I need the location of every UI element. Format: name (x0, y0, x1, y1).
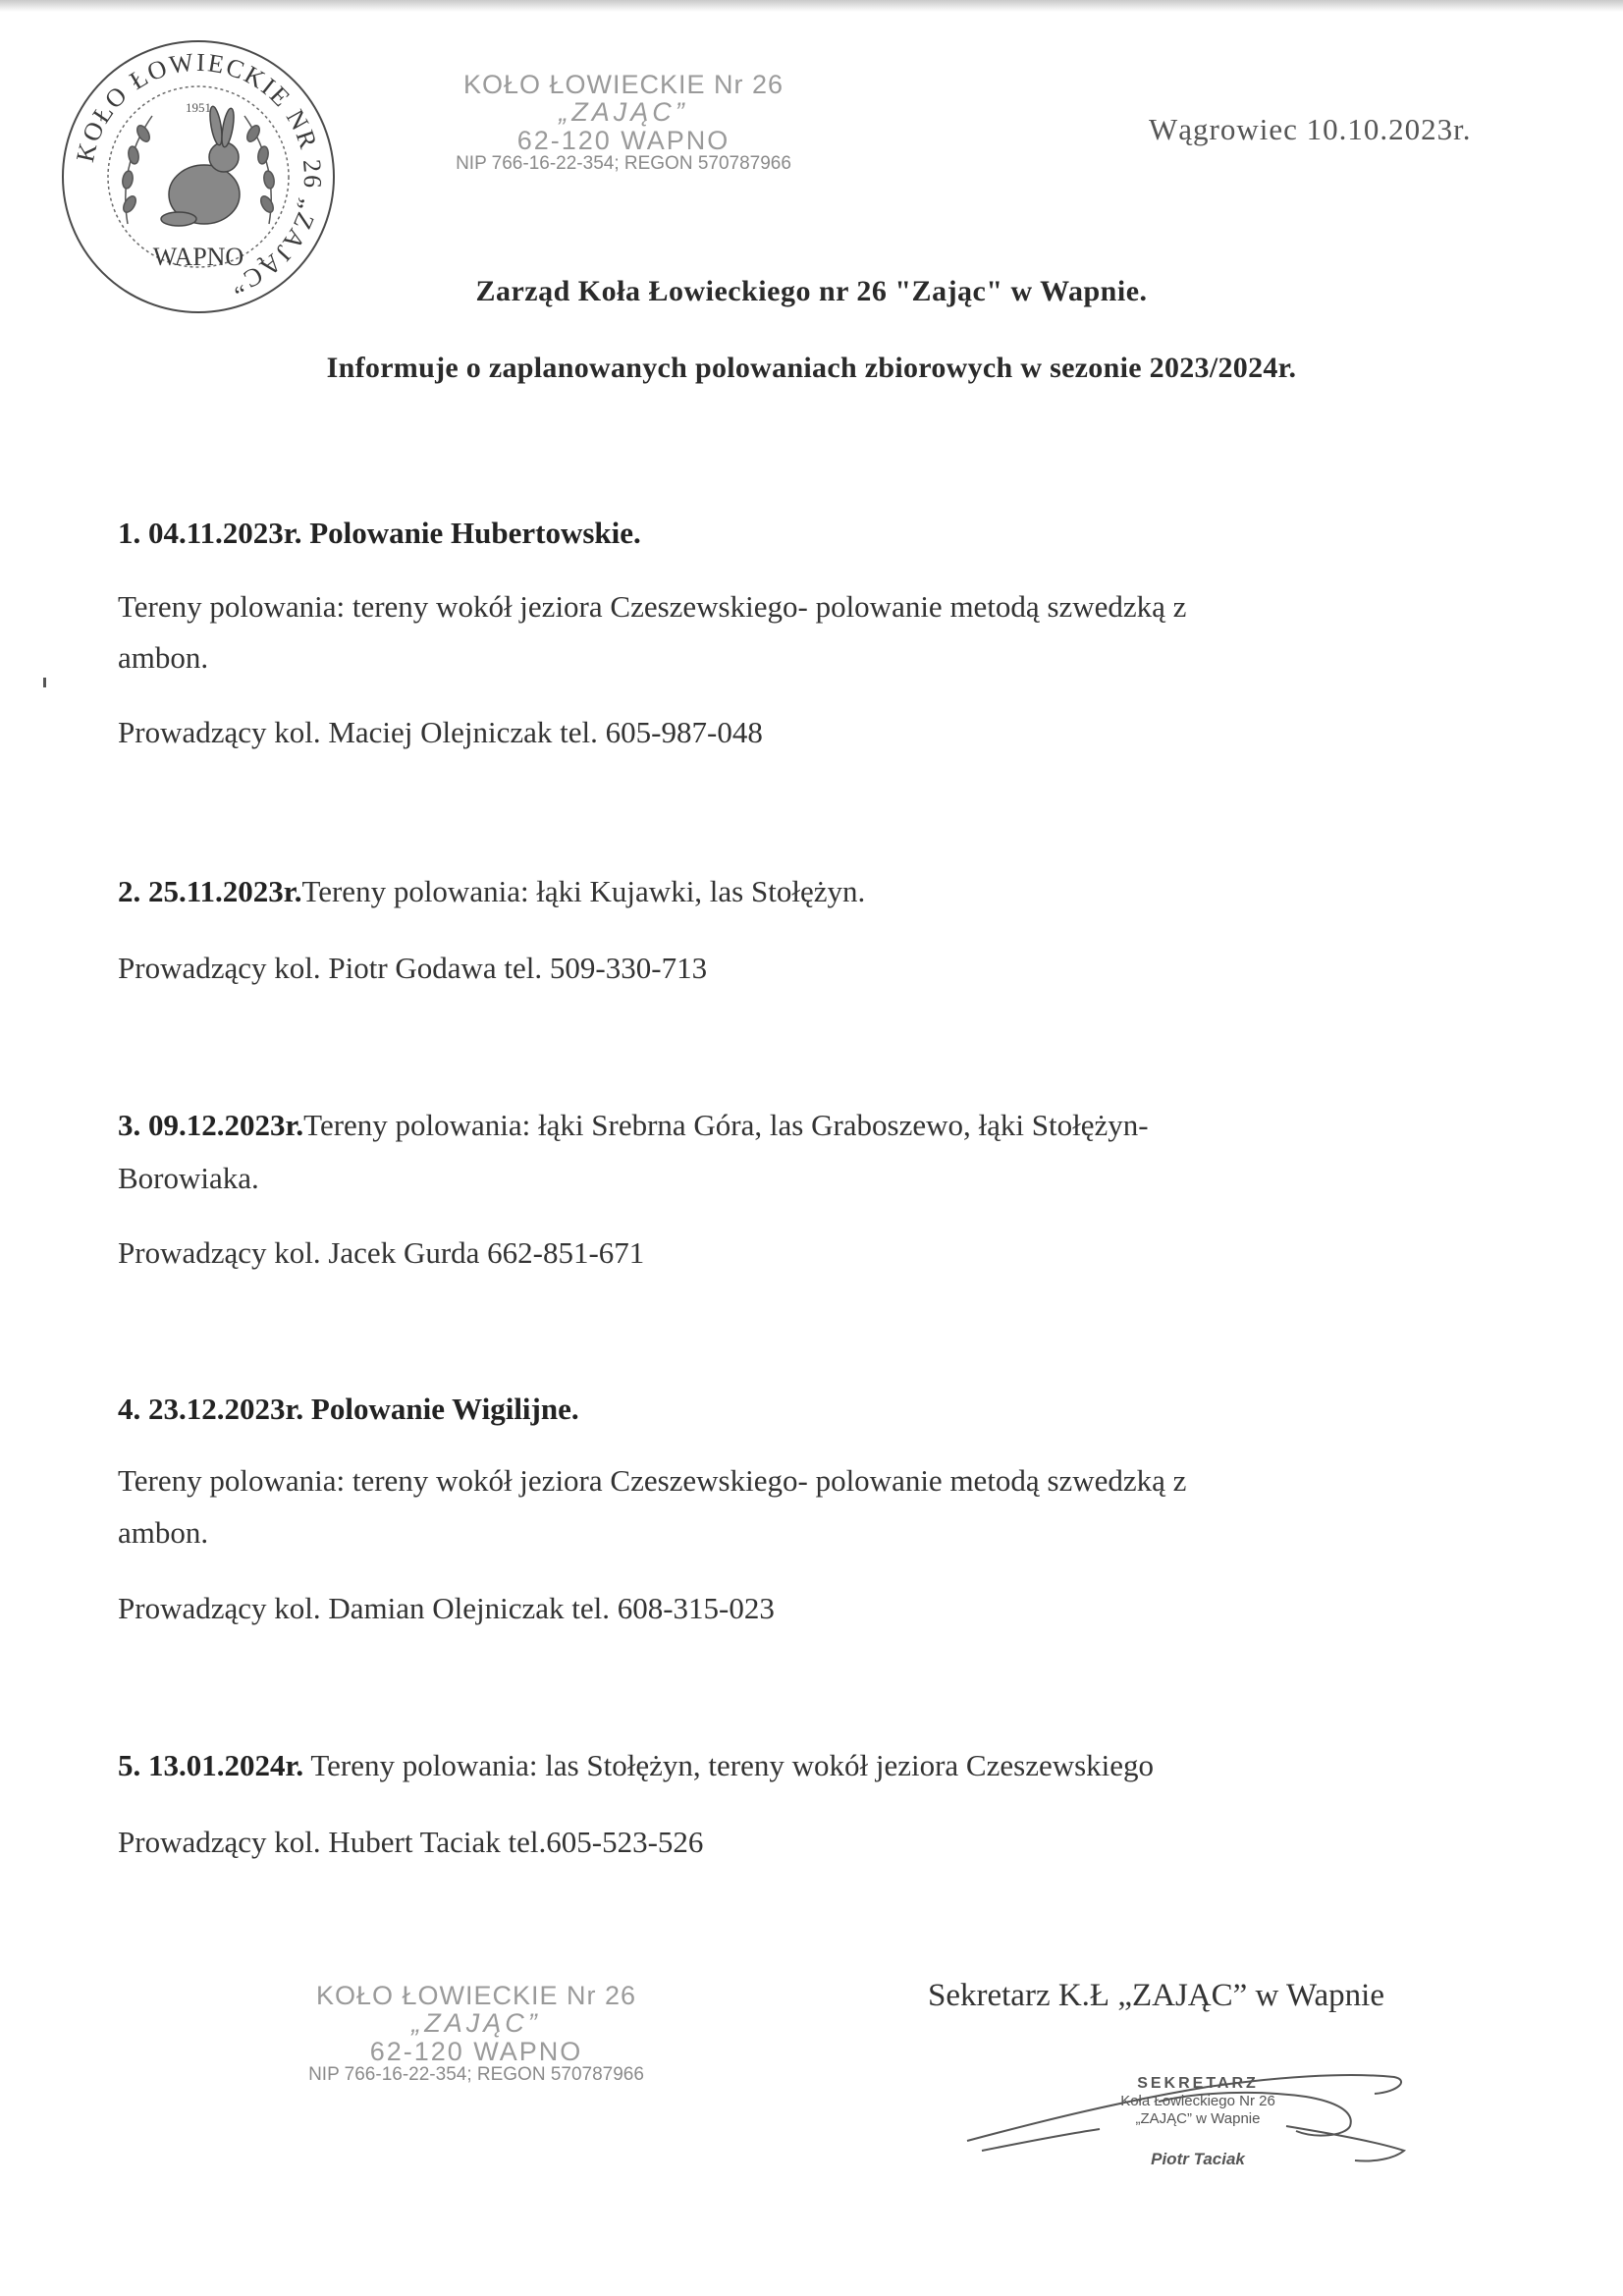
hunt-1-terrain-line-2: ambon. (118, 640, 209, 675)
hunt-2-leader: Prowadzący kol. Piotr Godawa tel. 509-330-713 (118, 951, 708, 985)
stamp-bottom-tax-ids: NIP 766-16-22-354; REGON 570787966 (308, 2064, 644, 2086)
seal-year: 1951 (186, 100, 211, 115)
hunt-3-date: 3. 09.12.2023r. (118, 1108, 304, 1142)
hunt-5-leader: Prowadzący kol. Hubert Taciak tel.605-523-526 (118, 1825, 704, 1859)
club-address-stamp-bottom (285, 1982, 668, 2085)
sig-stamp-role: SEKRETARZ (1137, 2075, 1259, 2092)
stamp-bottom-club-name: KOŁO ŁOWIECKIE Nr 26 (315, 1981, 637, 2010)
hunt-5-terrain: Tereny polowania: las Stołężyn, tereny wokół jeziora Czeszewskiego (310, 1748, 1155, 1782)
hunt-3-terrain-line-2: Borowiaka. (118, 1161, 259, 1195)
document-title: Zarząd Koła Łowieckiego nr 26 "Zając" w Wapnie. (475, 275, 1148, 307)
seal-town: WAPNO (152, 243, 244, 271)
hunt-5-line (118, 1748, 1154, 1783)
hunt-3-line (118, 1108, 1149, 1143)
stamp-postal-address: 62-120 WAPNO (516, 125, 730, 155)
hare-icon (161, 105, 240, 226)
stamp-club-name: KOŁO ŁOWIECKIE Nr 26 (462, 70, 784, 99)
secretary-title: Sekretarz K.Ł „ZAJĄC” w Wapnie (928, 1978, 1384, 2013)
hunt-2-line (118, 874, 865, 909)
hunt-3-terrain: Tereny polowania: łąki Srebrna Góra, las Graboszewo, łąki Stołężyn- (303, 1108, 1149, 1142)
hunt-2-terrain: Tereny polowania: łąki Kujawki, las Stołężyn. (301, 874, 866, 908)
hunt-4-heading (118, 1392, 579, 1427)
hunt-1-terrain-line-1: Tereny polowania: tereny wokół jeziora Czeszewskiego- polowanie metodą szwedzką z (118, 589, 1187, 624)
secretary-name-stamp (1090, 2074, 1306, 2170)
club-address-stamp (432, 71, 815, 174)
stamp-bottom-postal-address: 62-120 WAPNO (369, 2036, 583, 2066)
hunt-1-heading (118, 516, 641, 551)
hunt-5-date: 5. 13.01.2024r. (118, 1748, 304, 1782)
stamp-tax-ids: NIP 766-16-22-354; REGON 570787966 (456, 153, 791, 175)
hunt-3-leader: Prowadzący kol. Jacek Gurda 662-851-671 (118, 1235, 645, 1270)
place-and-date: Wągrowiec 10.10.2023r. (1149, 112, 1472, 146)
stamp-bottom-club-nickname: „ZAJĄC” (411, 2008, 541, 2039)
hunt-1-date-title: 1. 04.11.2023r. Polowanie Hubertowskie. (118, 516, 641, 550)
hunt-2-date: 2. 25.11.2023r. (118, 874, 302, 908)
hunt-4-terrain-line-2: ambon. (118, 1515, 209, 1550)
scan-edge-shadow (0, 0, 1623, 12)
hunt-4-terrain-line-1: Tereny polowania: tereny wokół jeziora Czeszewskiego- polowanie metodą szwedzką z (118, 1463, 1187, 1498)
sig-stamp-club: Koła Łowieckiego Nr 26 (1120, 2093, 1275, 2110)
stamp-club-nickname: „ZAJĄC” (559, 97, 688, 128)
scan-speck (43, 678, 46, 687)
seal-ring-text: KOŁO ŁOWIECKIE NR 26 „ZAJĄC” (70, 47, 328, 301)
sig-stamp-town: „ZAJĄC” w Wapnie (1135, 2110, 1261, 2128)
document-subtitle: Informuje o zaplanowanych polowaniach zbiorowych w sezonie 2023/2024r. (326, 352, 1297, 384)
hunt-4-leader: Prowadzący kol. Damian Olejniczak tel. 608-315-023 (118, 1591, 775, 1625)
hunt-1-leader: Prowadzący kol. Maciej Olejniczak tel. 605-987-048 (118, 715, 763, 749)
hunt-4-date-title: 4. 23.12.2023r. Polowanie Wigilijne. (118, 1392, 579, 1426)
sig-stamp-name: Piotr Taciak (1151, 2150, 1245, 2169)
